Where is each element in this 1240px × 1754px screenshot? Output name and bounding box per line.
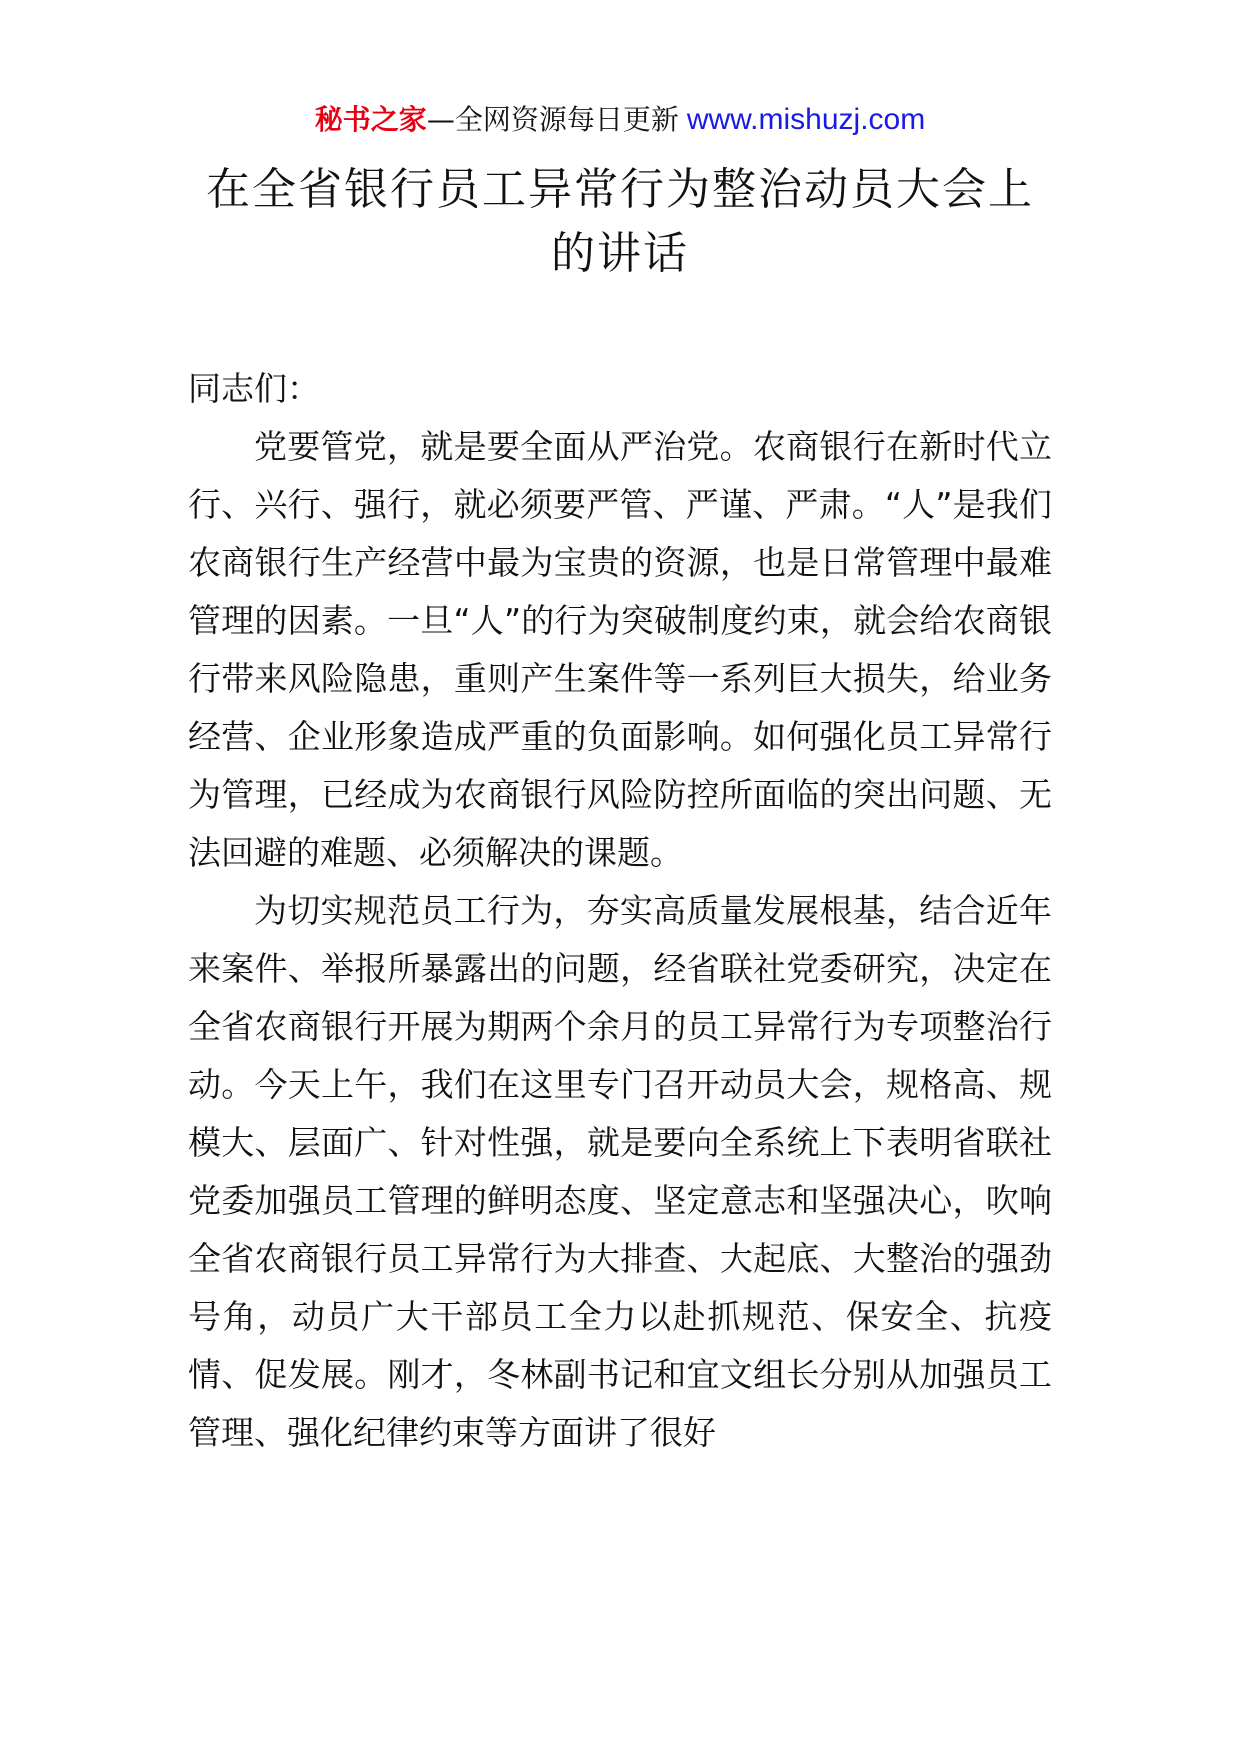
site-brand: 秘书之家: [314, 103, 427, 136]
paragraph-2: 为切实规范员工行为，夯实高质量发展根基，结合近年来案件、举报所暴露出的问题，经省联社党委研究，决定在全省农商银行开展为期两个余月的员工异常行为专项整治行动。今天上午，我们在这里专门召开动员大会，规格高、规模大、层面广、针对性强，就是要向全系统上下表明省联社党委加强员工管理的鲜明态度、坚定意志和坚强决心，吹响全省农商银行员工异常行为大排查、大起底、大整治的强劲号角，动员广大干部员工全力以赴抓规范、保安全、抗疫情、促发展。刚才，冬林副书记和宜文组长分别从加强员工管理、强化纪律约束等方面讲了很好: [188, 891, 1052, 1452]
document-title: [180, 158, 1060, 286]
site-header: [0, 100, 1240, 140]
document-title-line-1: 在全省银行员工异常行为整治动员大会上: [206, 164, 1034, 215]
document-body: [188, 360, 1052, 1462]
document-title-line-2: 的讲话: [551, 228, 689, 279]
site-tagline: —全网资源每日更新: [426, 103, 679, 136]
site-url-link[interactable]: www.mishuzj.com: [686, 103, 926, 136]
paragraph-1: 党要管党，就是要全面从严治党。农商银行在新时代立行、兴行、强行，就必须要严管、严谨、严肃。“人”是我们农商银行生产经营中最为宝贵的资源，也是日常管理中最难管理的因素。一旦“人”的行为突破制度约束，就会给农商银行带来风险隐患，重则产生案件等一系列巨大损失，给业务经营、企业形象造成严重的负面影响。如何强化员工异常行为管理，已经成为农商银行风险防控所面临的突出问题、无法回避的难题、必须解决的课题。: [188, 427, 1052, 872]
greeting: 同志们：: [188, 369, 320, 408]
